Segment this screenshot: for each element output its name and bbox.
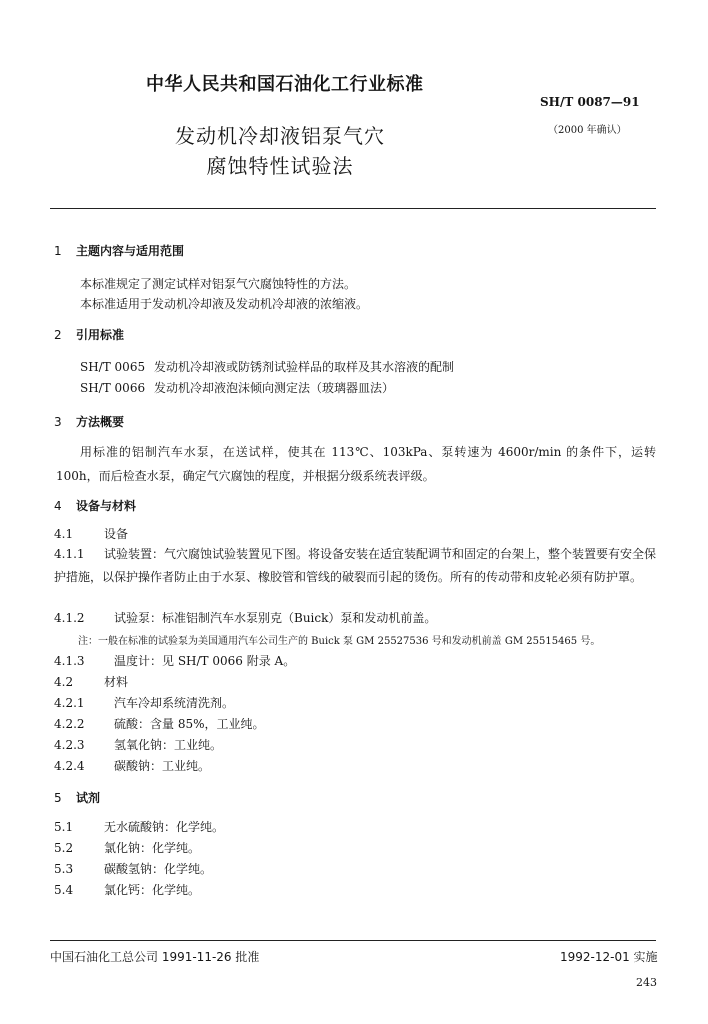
document-title-line2: 腐蚀特性试验法 xyxy=(206,154,354,178)
clause-text: 温度计：见 SH/T 0066 附录 A。 xyxy=(114,654,296,668)
implementation-date: 1992-12-01 实施 xyxy=(560,950,658,964)
standard-category: 中华人民共和国石油化工行业标准 xyxy=(146,74,424,95)
clause-number: 4.1 xyxy=(54,527,74,541)
reference-item xyxy=(80,379,394,396)
clause-number: 5.2 xyxy=(54,841,74,855)
clause-4-2-3 xyxy=(54,736,222,753)
clause-text: 无水硫酸钠：化学纯。 xyxy=(104,820,225,834)
confirmation-year: （2000 年确认） xyxy=(548,125,627,136)
clause-number: 5.1 xyxy=(54,820,74,834)
clause-note: 注：一般在标准的试验泵为美国通用汽车公司生产的 Buick 泵 GM 25527536 号和发动机前盖 GM 25515465 号。 xyxy=(78,636,601,647)
clause-number: 4.2.4 xyxy=(54,759,85,773)
section-number: 3 xyxy=(54,415,62,429)
section-1-heading xyxy=(54,242,184,259)
reagent-item xyxy=(54,818,224,835)
clause-number: 4.1.1 xyxy=(54,547,85,561)
section-title: 主题内容与适用范围 xyxy=(76,244,185,258)
clause-number: 5.4 xyxy=(54,883,74,897)
clause-number: 4.2.2 xyxy=(54,717,85,731)
clause-number: 4.2.1 xyxy=(54,696,85,710)
footer-rule xyxy=(50,940,656,941)
clause-4-2 xyxy=(54,673,128,690)
clause-number: 4.2 xyxy=(54,675,74,689)
clause-number: 4.1.2 xyxy=(54,611,85,625)
section-title: 方法概要 xyxy=(76,415,125,429)
section-number: 5 xyxy=(54,791,62,805)
section-3-paragraph: 用标准的铝制汽车水泵，在送试样，使其在 113℃、103kPa、泵转速为 4600r/min 的条件下，运转 100h，而后检查水泵，确定气穴腐蚀的程度，并根据分级系统表评级。 xyxy=(56,445,656,483)
clause-4-2-2 xyxy=(54,715,265,732)
clause-text: 试验泵：标准铝制汽车水泵别克（Buick）泵和发动机前盖。 xyxy=(114,611,437,625)
clause-4-1-2 xyxy=(54,609,436,626)
header-rule xyxy=(50,208,656,209)
clause-text: 设备 xyxy=(104,527,129,541)
section-title: 引用标准 xyxy=(76,328,125,342)
clause-text: 氯化钠：化学纯。 xyxy=(104,841,201,855)
standard-number: SH/T 0087—91 xyxy=(540,95,640,109)
clause-text: 氯化钙：化学纯。 xyxy=(104,883,201,897)
clause-text: 试验装置：气穴腐蚀试验装置见下图。将设备安装在适宜装配调节和固定的台架上，整个装置要有安全保护措施，以保护操作者防止由于水泵、橡胶管和管线的破裂而引起的烫伤。所有的传动带和皮轮必须有防护罩。 xyxy=(54,547,657,584)
document-title-line1: 发动机冷却液铝泵气穴 xyxy=(175,124,385,148)
section-title: 试剂 xyxy=(76,791,101,805)
clause-4-1-1 xyxy=(54,543,656,589)
reference-item xyxy=(80,358,454,375)
section-2-heading xyxy=(54,326,124,343)
clause-4-2-1 xyxy=(54,694,234,711)
reagent-item xyxy=(54,860,212,877)
section-title: 设备与材料 xyxy=(76,499,137,513)
section-number: 2 xyxy=(54,328,62,342)
clause-text: 硫酸：含量 85%，工业纯。 xyxy=(114,717,265,731)
clause-4-2-4 xyxy=(54,757,210,774)
section-1-paragraph-2: 本标准适用于发动机冷却液及发动机冷却液的浓缩液。 xyxy=(80,297,369,311)
section-3-heading xyxy=(54,413,124,430)
page-number: 243 xyxy=(636,976,657,989)
reagent-item xyxy=(54,881,200,898)
section-1-paragraph-1: 本标准规定了测定试样对铝泵气穴腐蚀特性的方法。 xyxy=(80,277,357,291)
approval-note: 中国石油化工总公司 1991-11-26 批准 xyxy=(50,950,260,964)
clause-text: 碳酸钠：工业纯。 xyxy=(114,759,211,773)
reference-code: SH/T 0065 xyxy=(80,360,146,374)
clause-text: 碳酸氢钠：化学纯。 xyxy=(104,862,213,876)
section-number: 1 xyxy=(54,244,62,258)
clause-text: 氢氧化钠：工业纯。 xyxy=(114,738,223,752)
clause-number: 4.2.3 xyxy=(54,738,85,752)
clause-4-1 xyxy=(54,525,128,542)
reagent-item xyxy=(54,839,200,856)
clause-text: 汽车冷却系统清洗剂。 xyxy=(114,696,235,710)
section-number: 4 xyxy=(54,499,62,513)
reference-title: 发动机冷却液泡沫倾向测定法（玻璃器皿法） xyxy=(154,381,395,395)
clause-number: 5.3 xyxy=(54,862,74,876)
section-4-heading xyxy=(54,497,136,514)
clause-4-1-3 xyxy=(54,652,295,669)
section-5-heading xyxy=(54,789,100,806)
clause-text: 材料 xyxy=(104,675,129,689)
reference-code: SH/T 0066 xyxy=(80,381,146,395)
reference-title: 发动机冷却液或防锈剂试验样品的取样及其水溶液的配制 xyxy=(154,360,455,374)
clause-number: 4.1.3 xyxy=(54,654,85,668)
